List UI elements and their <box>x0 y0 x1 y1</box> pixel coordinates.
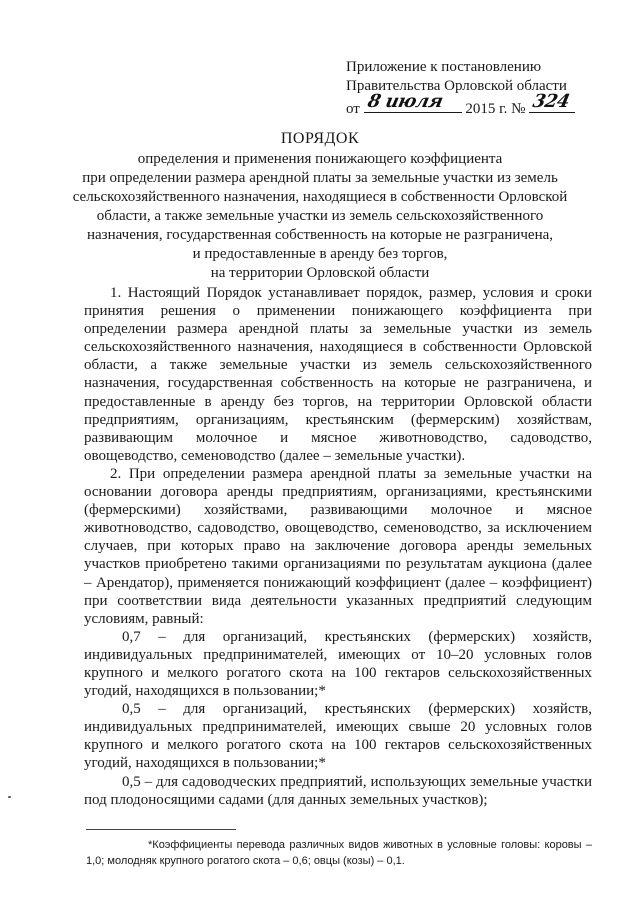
handwritten-number: 324 <box>530 91 572 112</box>
coefficient-item-3: 0,5 – для садоводческих предприятий, использующих земельные участки под плодоносящими садами (для данных земельных участков); <box>84 773 592 808</box>
footnote <box>86 837 592 869</box>
number-signature-field <box>529 91 575 113</box>
scan-speck <box>8 796 11 798</box>
title-line-6: и предоставленные в аренду без торгов, <box>192 246 448 262</box>
document-title-block <box>60 128 580 283</box>
title-line-4: области, а также земельные участки из земель сельскохозяйственного <box>96 208 544 224</box>
footnote-text: *Коэффициенты перевода различных видов животных в условные головы: коровы – 1,0; молодняк крупного рогатого скота – 0,6; овцы (козы) – 0,1. <box>86 839 592 867</box>
coefficient-item-1: 0,7 – для организаций, крестьянских (фермерских) хозяйств, индивидуальных предпринимателей, имеющих от 10–20 условных голов крупного и мелкого рогатого скота на 100 гектаров сельскохозяйственных угодий, находящихся в пользовании;* <box>84 628 592 700</box>
annex-line-1: Приложение к постановлению <box>346 59 542 75</box>
title-line-5: назначения, государственная собственность на которые не разграничена, <box>86 227 554 243</box>
title-line-1: определения и применения понижающего коэффициента <box>137 151 503 167</box>
annex-date-line <box>346 91 606 119</box>
annex-from-prefix: от <box>346 101 360 117</box>
handwritten-date: 8 июля <box>365 91 445 112</box>
title-line-7: на территории Орловской области <box>210 265 430 281</box>
document-body <box>84 284 592 809</box>
annex-year-number-label: 2015 г. № <box>465 101 526 117</box>
paragraph-2: 2. При определении размера арендной платы за земельные участки на основании договора аренды предприятиям, организациями, крестьянскими (фермерскими) хозяйствами, развивающими молочное и мясное животноводство, садоводство, овощеводство, семеноводство, за исключением случаев, при которых право на заключение договора аренды земельных участков приобретено такими организациями по результатам аукциона (далее – Арендатор), применяется понижающий коэффициент (далее – коэффициент) при соответствии вида деятельности указанных предприятий следующим условиям, равный: <box>84 465 592 627</box>
coefficient-item-2: 0,5 – для организаций, крестьянских (фермерских) хозяйств, индивидуальных предпринимателей, имеющих свыше 20 условных голов крупного и мелкого рогатого скота на 100 гектаров сельскохозяйственных угодий, находящихся в пользовании;* <box>84 701 592 772</box>
date-signature-field <box>364 91 462 113</box>
annex-line-2: Правительства Орловской области <box>346 78 567 94</box>
title-line-2: при определении размера арендной платы за земельные участки из земель <box>82 170 558 186</box>
footnote-separator <box>86 829 236 830</box>
annex-header <box>346 58 606 119</box>
title-line-3: сельскохозяйственного назначения, находящиеся в собственности Орловской <box>72 189 568 205</box>
paragraph-1: 1. Настоящий Порядок устанавливает порядок, размер, условия и сроки принятия решения о применении понижающего коэффициента при определении размера арендной платы за земельные участки из земель сельскохозяйственного назначения, находящиеся в собственности Орловской области, а также земельные участки из земель сельскохозяйственного назначения, государственная собственность на которые не разграничена, и предоставленные в аренду без торгов, на территории Орловской области предприятиям, организациям, крестьянским (фермерским) хозяйствам, развивающим молочное и мясное животноводство, садоводство, овощеводство, семеноводство (далее – земельные участки). <box>84 285 592 464</box>
document-heading: ПОРЯДОК <box>280 130 360 147</box>
